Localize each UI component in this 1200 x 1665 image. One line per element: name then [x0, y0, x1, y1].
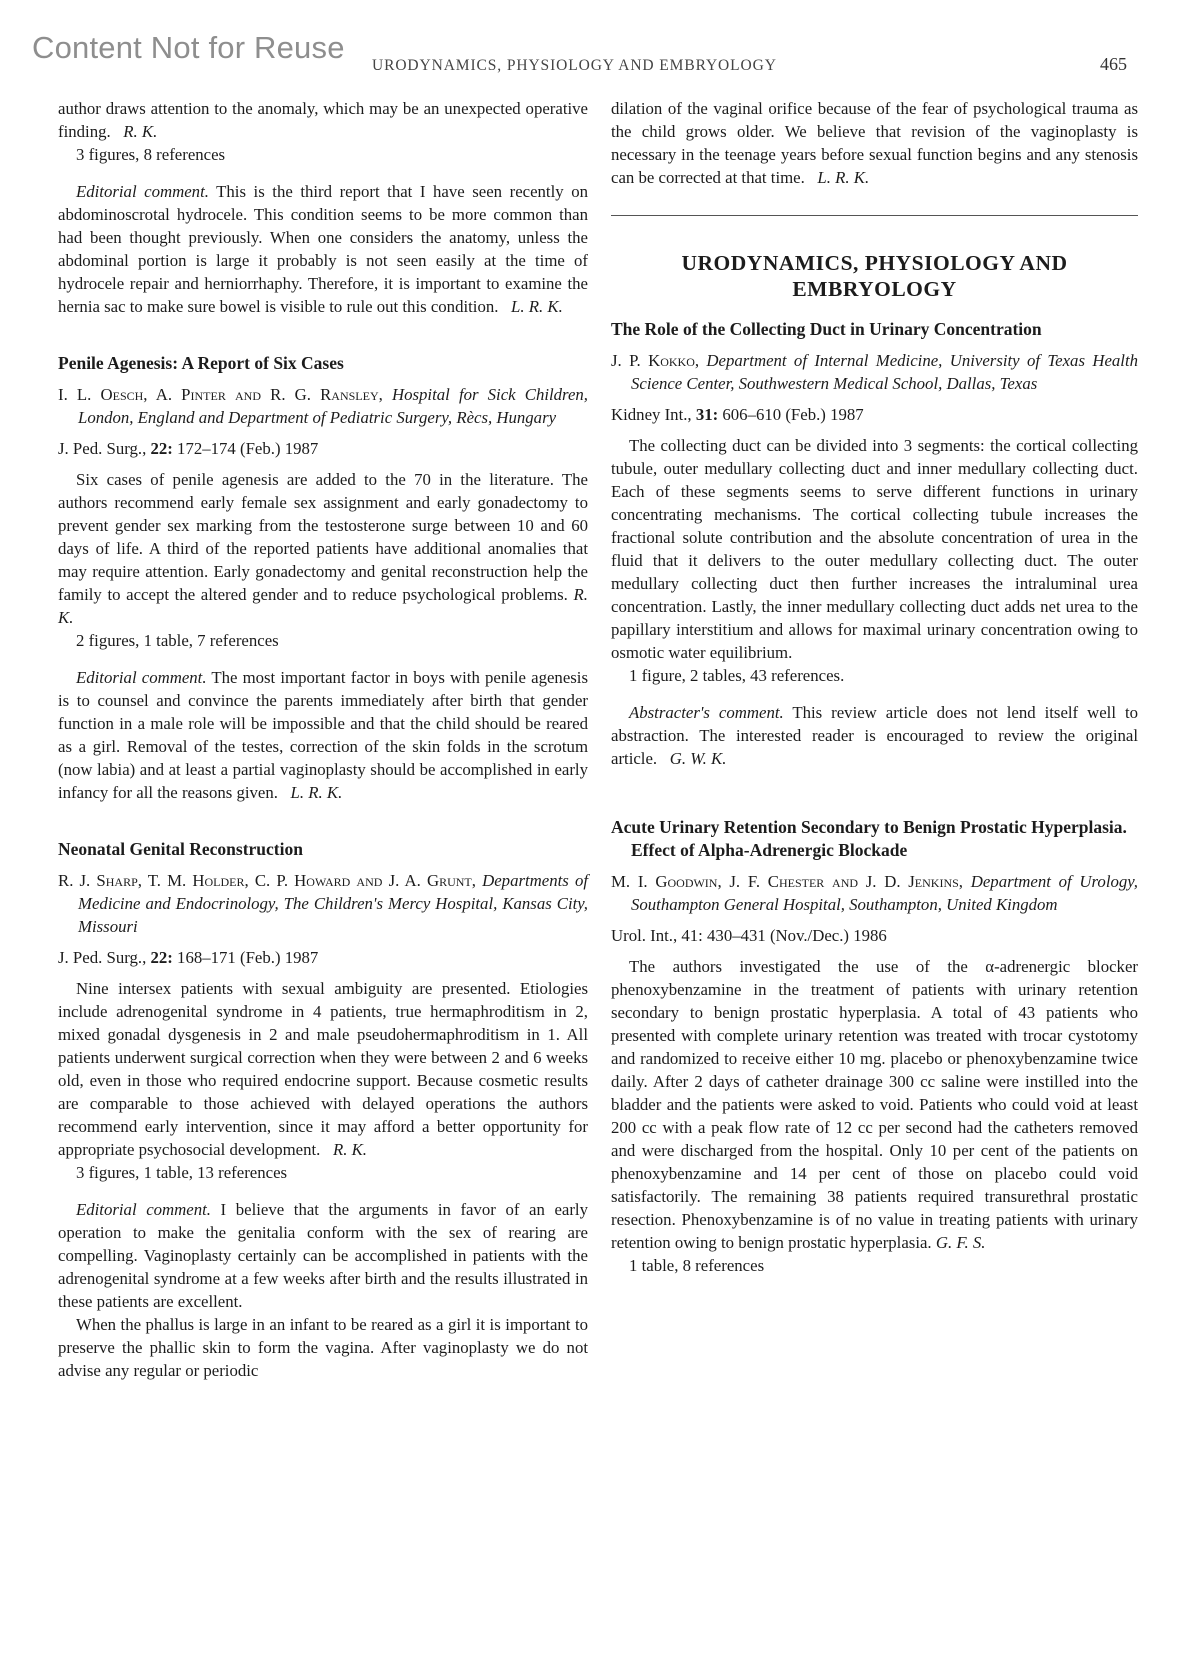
author-names: M. I. Goodwin, J. F. Chester and J. D. Jenkins,: [611, 872, 963, 891]
editorial-initials: L. R. K.: [511, 297, 563, 316]
editorial-initials: L. R. K.: [290, 783, 343, 802]
article-abstract: [58, 468, 588, 629]
author-affiliation: Hospital for Sick Children, London, England and Department of Pediatric Surgery, Rècs, Hungary: [78, 385, 588, 427]
article-abstract: [58, 977, 588, 1161]
citation-volume: 41:: [681, 926, 703, 945]
article-authors: [611, 870, 1138, 916]
figures-note: 2 figures, 1 table, 7 references: [76, 631, 279, 650]
article-abstract: [611, 955, 1138, 1254]
editorial-label: Editorial comment.: [76, 182, 209, 201]
figures-note: 3 figures, 8 references: [76, 145, 226, 164]
watermark: Content Not for Reuse: [32, 30, 345, 65]
section-divider: [611, 215, 1138, 216]
editorial-comment: [58, 1198, 588, 1313]
article-citation: [58, 437, 588, 460]
editorial-comment: [58, 666, 588, 804]
citation-journal: J. Ped. Surg.,: [58, 948, 151, 967]
section-heading: [611, 250, 1138, 302]
abstracter-label: Abstracter's comment.: [629, 703, 784, 722]
left-column: [58, 97, 588, 1382]
citation-pages: 606–610 (Feb.) 1987: [718, 405, 864, 424]
article-authors: [58, 869, 588, 938]
abstract-text: Nine intersex patients with sexual ambiguity are presented. Etiologies include adrenogenital syndrome in 4 patients, true hermaphroditism in 2, mixed gonadal dysgenesis in 2 and male pseudohermaphroditism in 1. All patients underwent surgical correction when they were between 2 and 6 weeks old, even in those who required endocrine support. Because cosmetic results are comparable to those achieved with delayed operations the authors recommend early intervention, since it may afford a better opportunity for appropriate psychosocial development.: [58, 979, 588, 1159]
article-abstract: The collecting duct can be divided into 3 segments: the cortical collecting tubule, outer medullary collecting duct and inner medullary collecting duct. Each of these segments seems to serve different functions in urinary concentrating mechanisms. The cortical collecting tubule increases the fractional solute contribution and the absolute concentration of urea in the fluid that it delivers to the outer medullary collecting duct. The outer medullary collecting duct then further increases the intraluminal urea concentration. Lastly, the inner medullary collecting duct adds net urea to the papillary interstitium and allows for maximal urinary concentration owing to osmotic water equilibrium.: [611, 436, 1138, 662]
citation-pages: 430–431 (Nov./Dec.) 1986: [702, 926, 887, 945]
author-names: R. J. Sharp, T. M. Holder, C. P. Howard and J. A. Grunt,: [58, 871, 476, 890]
citation-journal: Kidney Int.,: [611, 405, 696, 424]
editorial-initials: L. R. K.: [817, 168, 870, 187]
abstract-initials: R. K.: [123, 122, 158, 141]
citation-volume: 22:: [150, 948, 173, 967]
editorial-label: Editorial comment.: [76, 1200, 211, 1219]
citation-volume: 22:: [150, 439, 173, 458]
running-head: URODYNAMICS, PHYSIOLOGY AND EMBRYOLOGY: [372, 57, 777, 74]
editorial-comment-continued: When the phallus is large in an infant to be reared as a girl it is important to preserve the phallic skin to form the vagina. After vaginoplasty we do not advise any regular or periodic: [58, 1315, 588, 1380]
article-title: Neonatal Genital Reconstruction: [58, 839, 303, 859]
section-heading-line: URODYNAMICS, PHYSIOLOGY AND: [681, 251, 1068, 275]
figures-note: 1 table, 8 references: [629, 1256, 765, 1275]
author-names: J. P. Kokko,: [611, 351, 700, 370]
abstract-text: The authors investigated the use of the α-adrenergic blocker phenoxybenzamine in the treatment of patients with urinary retention secondary to benign prostatic hyperplasia. A total of 43 patients who presented with complete urinary retention was treated with trocar cystotomy and randomized to receive either 10 mg. placebo or phenoxybenzamine twice daily. After 2 days of catheter drainage 300 cc saline were instilled into the bladder and the patients were asked to void. Patients who could void at least 200 cc with a peak flow rate of 12 cc per second had the catheters removed and were discharged from the hospital. Only 10 per cent of the patients on phenoxybenzamine and 14 per cent of those on placebo could void satisfactorily. The remaining 38 patients required transurethral prostatic resection. Phenoxybenzamine is of no value in treating patients with urinary retention owing to benign prostatic hyperplasia.: [611, 957, 1138, 1252]
page-number: 465: [1100, 54, 1127, 74]
citation-pages: 168–171 (Feb.) 1987: [172, 948, 319, 967]
editorial-text: The most important factor in boys with penile agenesis is to counsel and convince the parents immediately after birth that gender function in a male role will be impossible and that the child should be reared as a girl. Removal of the testes, correction of the skin folds in the scrotum (now labia) and at least a partial vaginoplasty should be accomplished in early infancy for all the reasons given.: [58, 668, 588, 802]
article-title: The Role of the Collecting Duct in Urinary Concentration: [611, 319, 1042, 339]
abstract-initials: R. K.: [58, 585, 588, 627]
article-title: Penile Agenesis: A Report of Six Cases: [58, 353, 344, 373]
section-heading-line: EMBRYOLOGY: [792, 277, 957, 301]
abstracter-comment: [611, 701, 1138, 770]
continued-abstract-text: author draws attention to the anomaly, which may be an unexpected operative finding.: [58, 99, 588, 141]
citation-journal: J. Ped. Surg.,: [58, 439, 151, 458]
right-column: [611, 97, 1138, 1277]
author-affiliation: Department of Urology, Southampton General Hospital, Southampton, United Kingdom: [631, 872, 1138, 914]
author-affiliation: Department of Internal Medicine, University of Texas Health Science Center, Southwestern Medical School, Dallas, Texas: [631, 351, 1138, 393]
citation-volume: 31:: [695, 405, 719, 424]
continued-editorial-text: dilation of the vaginal orifice because of the fear of psychological trauma as the child grows older. We believe that revision of the vaginoplasty is necessary in the teenage years before sexual function begins and any stenosis can be corrected at that time.: [611, 99, 1138, 187]
author-affiliation: Departments of Medicine and Endocrinology, The Children's Mercy Hospital, Kansas City, Missouri: [78, 871, 588, 936]
abstract-initials: R. K.: [332, 1140, 367, 1159]
article-citation: [611, 924, 1138, 947]
article-title: Acute Urinary Retention Secondary to Benign Prostatic Hyperplasia. Effect of Alpha-Adrenergic Blockade: [611, 817, 1127, 860]
editorial-label: Editorial comment.: [76, 668, 207, 687]
editorial-text: I believe that the arguments in favor of an early operation to make the genitalia conform with the sex of rearing are compelling. Vaginoplasty certainly can be accomplished in patients with the adrenogenital syndrome at a few weeks after birth and the results illustrated in these patients are excellent.: [58, 1200, 588, 1311]
citation-journal: Urol. Int.,: [611, 926, 682, 945]
article-citation: [611, 403, 1138, 426]
figures-note: 1 figure, 2 tables, 43 references.: [629, 666, 845, 685]
citation-pages: 172–174 (Feb.) 1987: [172, 439, 319, 458]
continued-abstract: [58, 97, 588, 143]
article-authors: [611, 349, 1138, 395]
abstracter-initials: G. W. K.: [669, 749, 727, 768]
article-authors: [58, 383, 588, 429]
continued-editorial: [611, 97, 1138, 189]
abstract-text: Six cases of penile agenesis are added to the 70 in the literature. The authors recommend early female sex assignment and early gonadectomy to prevent gender sex marking from the testosterone surge between 10 and 60 days of life. A third of the reported patients have additional anomalies that may require attention. Early gonadectomy and genital reconstruction help the family to accept the altered gender and to reduce psychological problems.: [58, 470, 588, 604]
editorial-text: This is the third report that I have seen recently on abdominoscrotal hydrocele. This condition seems to be more common than had been thought previously. When one considers the anatomy, unless the abdominal portion is large it probably is not seen easily at the time of hydrocele repair and herniorrhaphy. Therefore, it is important to examine the hernia sac to make sure bowel is visible to rule out this condition.: [58, 182, 588, 316]
figures-note: 3 figures, 1 table, 13 references: [76, 1163, 288, 1182]
article-citation: [58, 946, 588, 969]
author-names: I. L. Oesch, A. Pinter and R. G. Ransley,: [58, 385, 383, 404]
abstract-initials: G. F. S.: [935, 1233, 986, 1252]
abstracter-text: This review article does not lend itself well to abstraction. The interested reader is encouraged to review the original article.: [611, 703, 1138, 768]
editorial-comment: [58, 180, 588, 318]
